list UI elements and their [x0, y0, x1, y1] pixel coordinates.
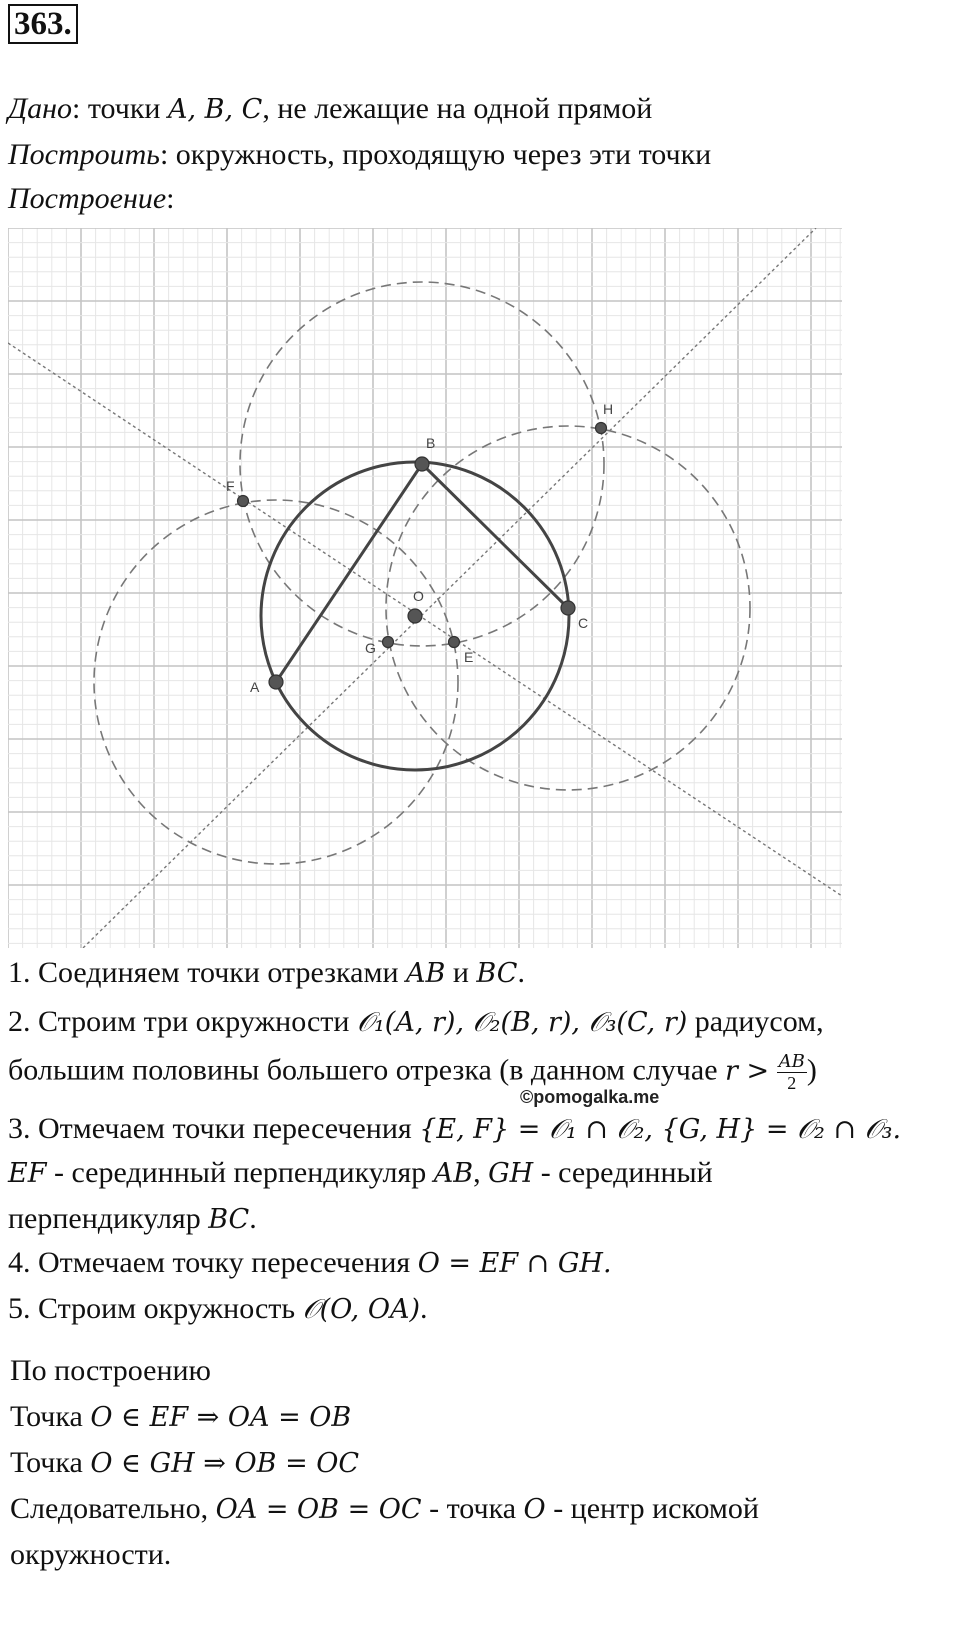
- label-o: O: [413, 588, 424, 604]
- proof-line-3: [10, 1492, 759, 1526]
- construction-figure: [8, 228, 880, 996]
- given-points: A, B, C: [167, 94, 263, 125]
- point-o: [408, 609, 422, 623]
- given-line: [8, 92, 652, 126]
- fraction-ab-over-2: [777, 1052, 807, 1093]
- fraction-denominator: 2: [787, 1073, 797, 1093]
- step-2: [8, 1005, 824, 1039]
- step-2b-end: ): [806, 1053, 817, 1087]
- step-3-text: 3. Отмечаем точки пересечения: [8, 1112, 420, 1145]
- construct-text: : окружность, проходящую через эти точки: [159, 138, 712, 171]
- step-2-text: 2. Строим три окружности: [8, 1005, 357, 1038]
- step-5-end: .: [420, 1292, 428, 1325]
- proof-line-3-text2: - точка: [421, 1492, 524, 1525]
- watermark: ©pomogalka.me: [520, 1087, 660, 1107]
- proof-line-3-o: O: [523, 1494, 546, 1525]
- step-1: [8, 956, 525, 990]
- label-h: H: [603, 401, 614, 417]
- grid: [8, 228, 842, 948]
- construction-colon: :: [166, 182, 175, 215]
- label-a: A: [250, 679, 260, 695]
- step-3-math: {E, F} = 𝒪₁ ∩ 𝒪₂, {G, H} = 𝒪₂ ∩ 𝒪₃.: [419, 1114, 902, 1145]
- step-1-bc: BC: [476, 958, 518, 989]
- step-2-end: радиусом,: [687, 1005, 824, 1038]
- step-3b: [8, 1156, 713, 1190]
- point-a: [269, 675, 283, 689]
- construct-label: Построить: [8, 138, 160, 171]
- label-g: G: [365, 640, 376, 656]
- step-4: [8, 1246, 612, 1280]
- fraction-numerator: AB: [778, 1051, 805, 1072]
- proof-line-2: [10, 1446, 359, 1480]
- line-ef: [8, 343, 842, 896]
- given-rest: , не лежащие на одной прямой: [262, 92, 653, 125]
- step-3: [8, 1112, 901, 1146]
- step-1-text: 1. Соединяем точки отрезками: [8, 956, 407, 989]
- point-e: [449, 637, 460, 648]
- step-3c-end: .: [249, 1202, 257, 1235]
- label-c: C: [578, 615, 589, 631]
- step-2-math: 𝒪₁(A, r), 𝒪₂(B, r), 𝒪₃(C, r): [356, 1007, 688, 1038]
- proof-line-2-text: Точка: [10, 1446, 91, 1479]
- construction-label: Построение: [8, 182, 167, 215]
- point-g: [383, 637, 394, 648]
- step-5-text: 5. Строим окружность: [8, 1292, 303, 1325]
- step-1-ab: AB: [406, 958, 446, 989]
- proof-line-1: [10, 1400, 351, 1434]
- step-3b-text2: - серединный: [533, 1156, 713, 1189]
- step-4-math: O = EF ∩ GH.: [417, 1248, 612, 1279]
- step-2b-text: большим половины большего отрезка (в данном случае: [8, 1053, 726, 1087]
- point-b: [415, 457, 429, 471]
- proof-line-3-text: Следовательно,: [10, 1492, 216, 1525]
- step-2b-math: r >: [725, 1055, 770, 1087]
- proof-line-4: окружности.: [10, 1538, 172, 1571]
- segment-ab: [276, 464, 422, 682]
- point-f: [238, 496, 249, 507]
- step-3c-text: перпендикуляр: [8, 1202, 209, 1235]
- step-2b: [8, 1052, 817, 1093]
- proof-line-2-math: O ∈ GH ⇒ OB = OC: [90, 1448, 360, 1479]
- given-label: Дано: [8, 92, 72, 125]
- step-1-end: .: [517, 956, 525, 989]
- proof-line-1-text: Точка: [10, 1400, 91, 1433]
- construction-diagram: [8, 228, 880, 996]
- proof-line-3-math: OA = OB = OC: [215, 1494, 422, 1525]
- step-3b-gh: GH: [488, 1158, 534, 1189]
- step-3b-text1: - серединный перпендикуляр: [46, 1156, 434, 1189]
- proof-line-1-math: O ∈ EF ⇒ OA = OB: [90, 1402, 352, 1433]
- step-3c-bc: BC: [208, 1204, 250, 1235]
- construction-line: [8, 182, 175, 216]
- line-gh: [83, 228, 816, 948]
- given-sep: : точки: [71, 92, 168, 125]
- step-3b-ef: EF: [8, 1158, 47, 1189]
- label-b: B: [426, 435, 436, 451]
- step-5: [8, 1292, 428, 1326]
- step-5-math: 𝒪(O, OA): [302, 1294, 420, 1325]
- problem-number: 363.: [8, 4, 78, 44]
- label-e: E: [464, 649, 474, 665]
- proof-intro: По построению: [10, 1354, 211, 1387]
- step-3c: [8, 1202, 257, 1236]
- proof-line-3-text3: - центр искомой: [545, 1492, 759, 1525]
- step-4-text: 4. Отмечаем точку пересечения: [8, 1246, 418, 1279]
- step-3b-ab: AB: [433, 1158, 474, 1189]
- construct-line: [8, 138, 711, 172]
- label-f: F: [226, 478, 235, 494]
- point-c: [561, 601, 575, 615]
- step-1-and: и: [445, 956, 477, 989]
- point-h: [596, 423, 607, 434]
- step-3b-comma: ,: [473, 1156, 489, 1189]
